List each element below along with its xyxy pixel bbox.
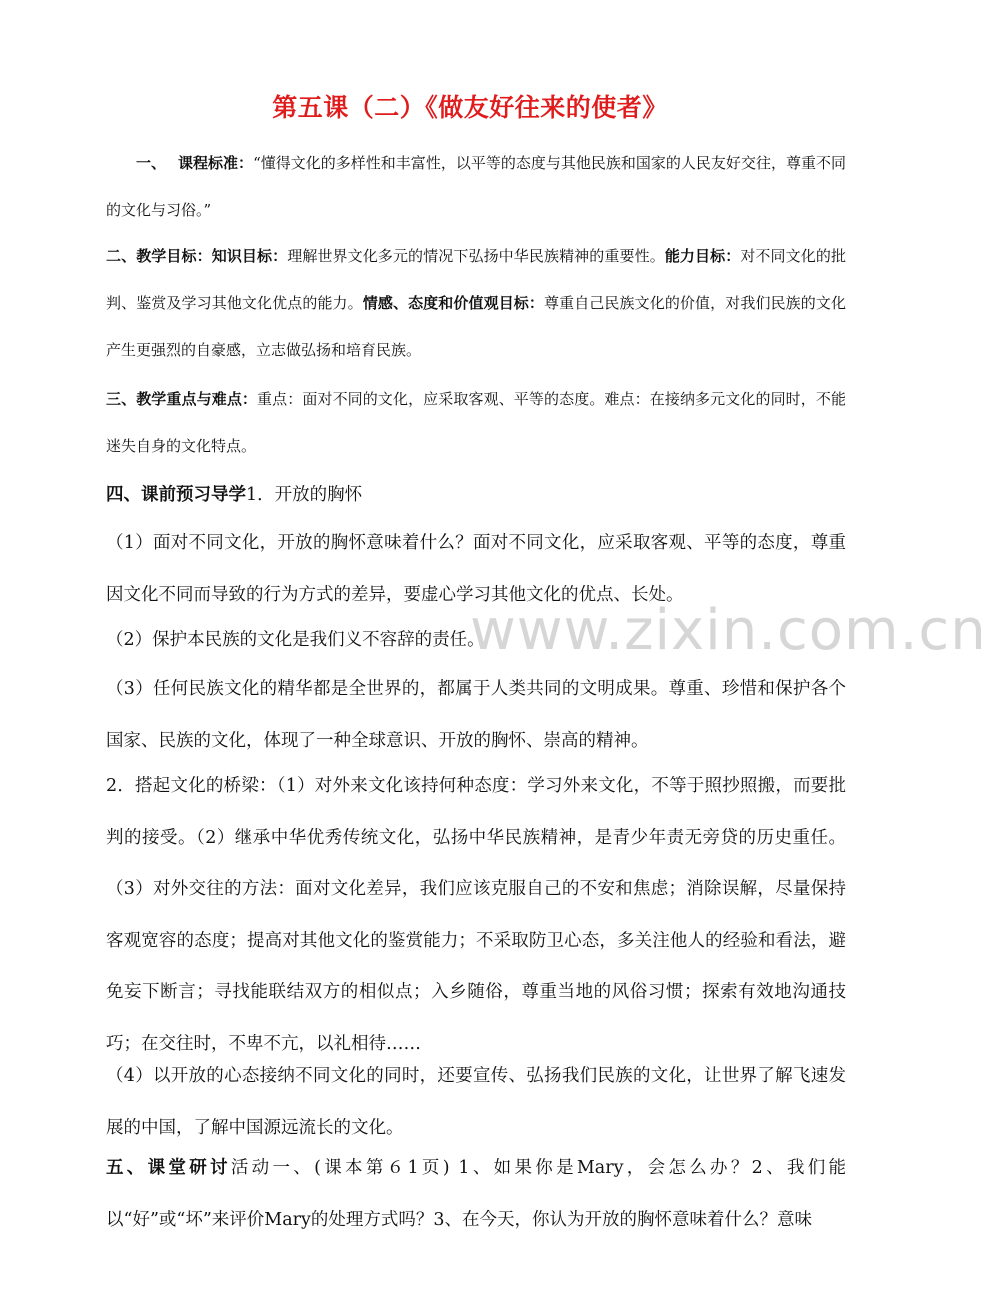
- section-4-paragraph-2: （2）保护本民族的文化是我们义不容辞的责任。: [106, 630, 485, 650]
- section-5-text: 活动一、(课本第６1页) 1、如果你是Mary，会怎么办？2、我们能以“好”或“坏”来评价Mary的处理方式吗？3、在今天，你认为开放的胸怀意味着什么？意味: [106, 1158, 847, 1230]
- emotion-goal-label: 情感、态度和价值观目标：: [362, 294, 545, 312]
- ability-goal-text: 对不同文化的批判、鉴赏及学习其他文化优点的能力。: [106, 247, 846, 312]
- section-4-paragraph-4: 2．搭起文化的桥梁：（1）对外来文化该持何种态度：学习外来文化，不等于照抄照搬，而要批判的接受。（2）继承中华优秀传统文化，弘扬中华民族精神，是青少年责无旁贷的历史重任。（3）对外交往的方法：面对文化差异，我们应该克服自己的不安和焦虑；消除误解，尽量保持客观宽容的态度；提高对其他文化的鉴赏能力；不采取防卫心态，多关注他人的经验和看法，避免妄下断言；寻找能联结双方的相似点；入乡随俗，尊重当地的风俗习惯；探索有效地沟通技巧；在交往时，不卑不亢，以礼相待……: [106, 776, 846, 1054]
- section-4-label: 四、课前预习导学: [106, 485, 246, 505]
- section-1-text: “懂得文化的多样性和丰富性，以平等的态度与其他民族和国家的人民友好交往，尊重不同的文化与习俗。”: [106, 154, 846, 219]
- section-5-classroom-discussion: [106, 1143, 846, 1246]
- section-4-subheading: 1．开放的胸怀: [246, 485, 363, 505]
- section-1-curriculum-standard: [106, 140, 846, 234]
- section-3-key-points: [106, 376, 846, 470]
- section-4-paragraph-5: （4）以开放的心态接纳不同文化的同时，还要宣传、弘扬我们民族的文化，让世界了解飞速发展的中国，了解中国源远流长的文化。: [106, 1066, 846, 1138]
- section-2-label: 二、教学目标：: [106, 247, 212, 265]
- knowledge-goal-label: 知识目标：: [211, 247, 288, 265]
- section-4-heading: [106, 470, 846, 522]
- section-5-label: 五、课堂研讨: [106, 1158, 231, 1178]
- section-3-label: 三、教学重点与难点：: [106, 390, 258, 408]
- ability-goal-label: 能力目标：: [664, 247, 741, 265]
- emotion-goal-text: 尊重自己民族文化的价值，对我们民族的文化产生更强烈的自豪感，立志做弘扬和培育民族。: [106, 294, 846, 359]
- section-4-paragraph-1: （1）面对不同文化，开放的胸怀意味着什么？面对不同文化，应采取客观、平等的态度，尊重因文化不同而导致的行为方式的差异，要虚心学习其他文化的优点、长处。: [106, 533, 846, 605]
- section-1-number: 一、: [136, 154, 167, 172]
- section-1-label: 课程标准：: [178, 154, 254, 172]
- watermark: www.zixin.com.cn: [470, 598, 987, 663]
- knowledge-goal-text: 理解世界文化多元的情况下弘扬中华民族精神的重要性。: [287, 247, 665, 265]
- section-2-teaching-goals: [106, 233, 846, 374]
- section-4-paragraph-3: （3）任何民族文化的精华都是全世界的，都属于人类共同的文明成果。尊重、珍惜和保护各个国家、民族的文化，体现了一种全球意识、开放的胸怀、崇高的精神。: [106, 679, 846, 751]
- section-3-text: 重点：面对不同的文化，应采取客观、平等的态度。难点：在接纳多元文化的同时，不能迷失自身的文化特点。: [106, 390, 846, 455]
- document-title: 第五课（二）《做友好往来的使者》: [272, 93, 668, 122]
